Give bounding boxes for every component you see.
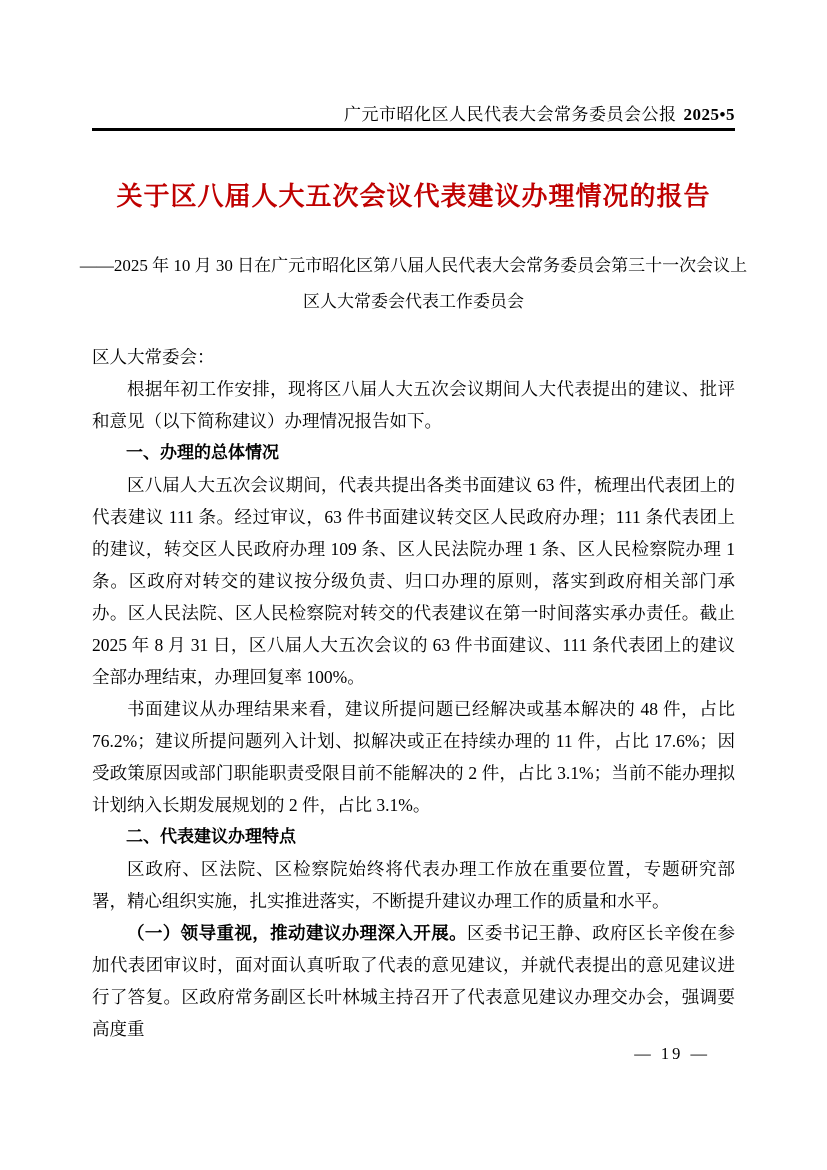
issue-number: 2025•5 [683, 105, 735, 124]
item-1-lead: （一）领导重视，推动建议办理深入开展。 [127, 923, 467, 943]
document-body [92, 341, 735, 1045]
header-rule [92, 128, 735, 131]
page-number: — 19 — [634, 1044, 710, 1063]
section-heading-1: 一、办理的总体情况 [126, 443, 279, 462]
paragraph-item-1 [92, 917, 735, 1045]
salutation: 区人大常委会： [92, 347, 215, 367]
paragraph-overview: 区八届人大五次会议期间，代表共提出各类书面建议 63 件，梳理出代表团上的代表建议 111 条。经过审议，63 件书面建议转交区人民政府办理；111 条代表团上的建议，转交区人民政府办理 109 条、区人民法院办理 1 条、区人民检察院办理 1 条。区政府对转交的建议按分级负责、归口办理的原则，落实到政府相关部门承办。区人民法院、区人民检察院对转交的代表建议在第一时间落实承办责任。截止 2025 年 8 月 31 日，区八届人大五次会议的 63 件书面建议、111 条代表团上的建议全部办理结束，办理回复率 100%。 [92, 475, 735, 687]
item-1-text: 区委书记王静、政府区长辛俊在参加代表团审议时，面对面认真听取了代表的意见建议，并就代表提出的意见建议进行了答复。区政府常务副区长叶林城主持召开了代表意见建议办理交办会，强调要高度重 [92, 923, 735, 1039]
subtitle-author-line: 区人大常委会代表工作委员会 [303, 292, 524, 311]
running-header [92, 100, 735, 125]
document-title: 关于区八届人大五次会议代表建议办理情况的报告 [116, 182, 711, 211]
masthead-text: 广元市昭化区人民代表大会常务委员会公报 [344, 105, 677, 124]
paragraph-intro: 根据年初工作安排，现将区八届人大五次会议期间人大代表提出的建议、批评和意见（以下简称建议）办理情况报告如下。 [92, 379, 735, 431]
subtitle-meeting-line: ——2025 年 10 月 30 日在广元市昭化区第八届人民代表大会常务委员会第三十一次会议上 [79, 256, 748, 275]
paragraph-results: 书面建议从办理结果来看，建议所提问题已经解决或基本解决的 48 件，占比 76.2%；建议所提问题列入计划、拟解决或正在持续办理的 11 件，占比 17.6%；因受政策原因或部门职能职责受限目前不能解决的 2 件，占比 3.1%；当前不能办理拟计划纳入长期发展规划的 2 件，占比 3.1%。 [92, 699, 735, 815]
section-heading-2: 二、代表建议办理特点 [126, 827, 296, 846]
paragraph-features: 区政府、区法院、区检察院始终将代表办理工作放在重要位置，专题研究部署，精心组织实施，扎实推进落实，不断提升建议办理工作的质量和水平。 [92, 859, 735, 911]
